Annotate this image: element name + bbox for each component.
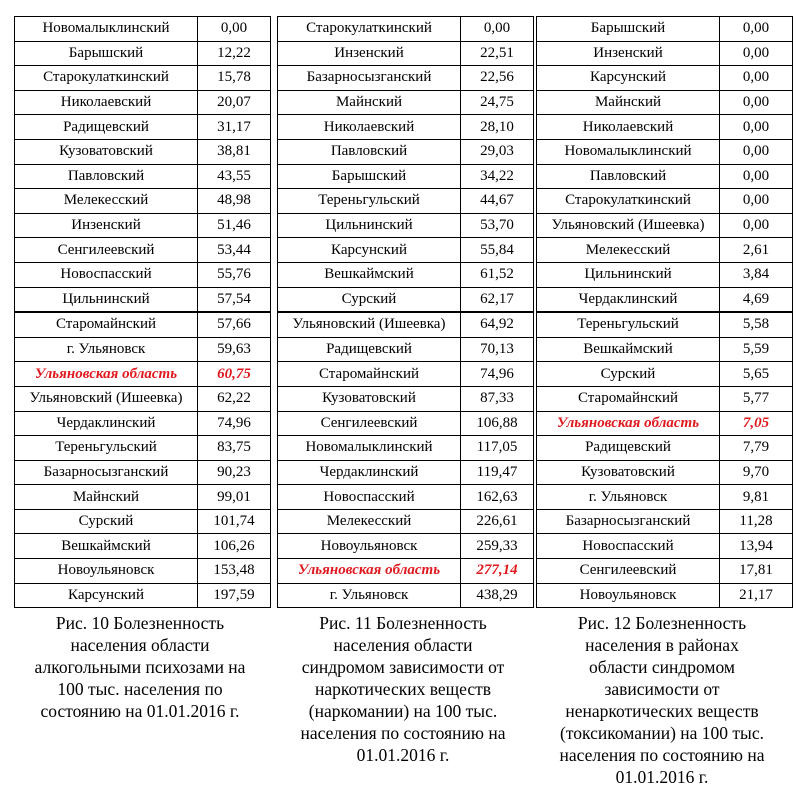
district-value: 13,94 [720, 534, 793, 559]
district-value: 5,65 [720, 362, 793, 387]
table-row [278, 17, 534, 42]
district-name: Кузоватовский [278, 386, 461, 411]
district-name: Цильнинский [278, 213, 461, 238]
district-value: 53,44 [198, 238, 271, 263]
district-value: 60,75 [198, 362, 271, 387]
district-name: Мелекесский [278, 509, 461, 534]
table-row [15, 164, 271, 189]
table-row [278, 460, 534, 485]
district-name: Ульяновский (Ишеевка) [15, 386, 198, 411]
district-value: 20,07 [198, 90, 271, 115]
figure-caption [14, 612, 266, 722]
table-row [15, 436, 271, 461]
district-value: 5,59 [720, 337, 793, 362]
table-row [278, 337, 534, 362]
caption-line: наркотических веществ [314, 679, 492, 700]
district-value: 438,29 [461, 583, 534, 608]
district-value: 117,05 [461, 436, 534, 461]
district-name: Павловский [537, 164, 720, 189]
district-value: 62,17 [461, 287, 534, 312]
district-value: 22,51 [461, 41, 534, 66]
district-name: Барышский [15, 41, 198, 66]
district-name: Старомайнский [15, 312, 198, 337]
district-value: 277,14 [461, 559, 534, 584]
district-value: 0,00 [720, 90, 793, 115]
district-value: 43,55 [198, 164, 271, 189]
table-row [278, 213, 534, 238]
district-name: Николаевский [278, 115, 461, 140]
caption-line: населения по состоянию на [300, 723, 506, 744]
figure-caption [277, 612, 529, 766]
district-name: Майнский [278, 90, 461, 115]
district-value: 59,63 [198, 337, 271, 362]
district-value: 153,48 [198, 559, 271, 584]
district-name: Новоспасский [537, 534, 720, 559]
table-row [278, 583, 534, 608]
district-value: 74,96 [198, 411, 271, 436]
district-name: Тереньгульский [278, 189, 461, 214]
district-name: Радищевский [537, 436, 720, 461]
caption-line: синдромом зависимости от [301, 657, 505, 678]
district-value: 38,81 [198, 139, 271, 164]
district-name: Павловский [278, 139, 461, 164]
district-value: 61,52 [461, 262, 534, 287]
table-row [537, 509, 793, 534]
district-name: Тереньгульский [537, 312, 720, 337]
caption-line: населения по состоянию на [559, 745, 765, 766]
table-row [15, 485, 271, 510]
table-row [15, 362, 271, 387]
table-row [537, 460, 793, 485]
district-value: 29,03 [461, 139, 534, 164]
district-value: 48,98 [198, 189, 271, 214]
district-value: 0,00 [720, 115, 793, 140]
table-row [278, 287, 534, 312]
caption-line: (наркомании) на 100 тыс. [308, 701, 498, 722]
table-row [15, 213, 271, 238]
district-name: Кузоватовский [537, 460, 720, 485]
table-row [537, 312, 793, 337]
district-value: 162,63 [461, 485, 534, 510]
district-name: Цильнинский [537, 262, 720, 287]
district-name: Николаевский [537, 115, 720, 140]
district-value: 24,75 [461, 90, 534, 115]
district-value: 12,22 [198, 41, 271, 66]
district-name: Новомалыклинский [278, 436, 461, 461]
district-value: 106,88 [461, 411, 534, 436]
district-name: Старомайнский [278, 362, 461, 387]
district-name: Вешкаймский [537, 337, 720, 362]
table-row [537, 485, 793, 510]
figure-11 [277, 16, 534, 766]
table-row [537, 534, 793, 559]
table-row [278, 262, 534, 287]
district-value: 7,79 [720, 436, 793, 461]
table-row [15, 509, 271, 534]
district-value: 4,69 [720, 287, 793, 312]
data-table [277, 16, 534, 608]
district-value: 0,00 [720, 139, 793, 164]
district-name: Старомайнский [537, 386, 720, 411]
district-value: 90,23 [198, 460, 271, 485]
district-name: Радищевский [278, 337, 461, 362]
table-row [15, 115, 271, 140]
caption-line: населения области [70, 635, 210, 656]
table-row [278, 485, 534, 510]
district-name: Новомалыклинский [15, 17, 198, 42]
district-value: 11,28 [720, 509, 793, 534]
table-row [537, 386, 793, 411]
district-value: 0,00 [720, 189, 793, 214]
district-name: Барышский [537, 17, 720, 42]
district-name: г. Ульяновск [15, 337, 198, 362]
table-row [537, 164, 793, 189]
district-name: Новоспасский [15, 262, 198, 287]
district-name: Базарносызганский [278, 66, 461, 91]
district-value: 99,01 [198, 485, 271, 510]
district-name: Старокулаткинский [537, 189, 720, 214]
table-row [537, 115, 793, 140]
district-value: 0,00 [720, 17, 793, 42]
table-row [537, 66, 793, 91]
table-row [537, 41, 793, 66]
district-name: Чердаклинский [15, 411, 198, 436]
district-name: Вешкаймский [278, 262, 461, 287]
district-name: Ульяновский (Ишеевка) [537, 213, 720, 238]
table-row [278, 362, 534, 387]
district-value: 28,10 [461, 115, 534, 140]
district-value: 64,92 [461, 312, 534, 337]
caption-line: состоянию на 01.01.2016 г. [40, 701, 240, 722]
district-value: 106,26 [198, 534, 271, 559]
table-row [278, 559, 534, 584]
district-name: Ульяновская область [15, 362, 198, 387]
table-row [15, 534, 271, 559]
district-name: Сурский [278, 287, 461, 312]
table-row [278, 164, 534, 189]
table-row [15, 17, 271, 42]
district-value: 2,61 [720, 238, 793, 263]
district-value: 0,00 [720, 41, 793, 66]
district-value: 0,00 [198, 17, 271, 42]
district-name: Цильнинский [15, 287, 198, 312]
table-row [537, 436, 793, 461]
table-row [278, 115, 534, 140]
district-value: 9,81 [720, 485, 793, 510]
district-value: 3,84 [720, 262, 793, 287]
district-value: 101,74 [198, 509, 271, 534]
district-value: 197,59 [198, 583, 271, 608]
district-value: 57,66 [198, 312, 271, 337]
table-row [537, 362, 793, 387]
district-name: Сурский [537, 362, 720, 387]
district-name: г. Ульяновск [278, 583, 461, 608]
data-table [536, 16, 793, 608]
table-row [278, 90, 534, 115]
figure-caption [536, 612, 788, 788]
caption-line: Рис. 12 Болезненность [577, 613, 747, 634]
district-name: Майнский [15, 485, 198, 510]
district-value: 7,05 [720, 411, 793, 436]
table-row [15, 287, 271, 312]
table-row [278, 238, 534, 263]
district-name: Павловский [15, 164, 198, 189]
district-name: Чердаклинский [537, 287, 720, 312]
table-row [15, 189, 271, 214]
table-row [278, 312, 534, 337]
caption-line: алкогольными психозами на [34, 657, 246, 678]
district-value: 53,70 [461, 213, 534, 238]
district-name: Инзенский [278, 41, 461, 66]
caption-line: Рис. 11 Болезненность [319, 613, 487, 634]
table-row [278, 534, 534, 559]
district-name: Новоульяновск [278, 534, 461, 559]
district-name: Тереньгульский [15, 436, 198, 461]
table-row [537, 238, 793, 263]
district-name: Майнский [537, 90, 720, 115]
table-row [15, 386, 271, 411]
district-name: Новоульяновск [537, 583, 720, 608]
table-row [278, 509, 534, 534]
table-row [15, 238, 271, 263]
district-value: 226,61 [461, 509, 534, 534]
table-row [537, 411, 793, 436]
district-value: 62,22 [198, 386, 271, 411]
district-value: 57,54 [198, 287, 271, 312]
table-row [278, 189, 534, 214]
table-row [15, 90, 271, 115]
table-row [278, 436, 534, 461]
district-name: Радищевский [15, 115, 198, 140]
table-row [537, 583, 793, 608]
district-value: 31,17 [198, 115, 271, 140]
district-value: 51,46 [198, 213, 271, 238]
district-name: Мелекесский [15, 189, 198, 214]
district-value: 74,96 [461, 362, 534, 387]
district-name: Сенгилеевский [15, 238, 198, 263]
district-value: 17,81 [720, 559, 793, 584]
district-name: Новомалыклинский [537, 139, 720, 164]
table-row [15, 411, 271, 436]
district-value: 15,78 [198, 66, 271, 91]
table-row [15, 460, 271, 485]
district-value: 83,75 [198, 436, 271, 461]
table-row [15, 66, 271, 91]
district-value: 0,00 [461, 17, 534, 42]
district-name: Николаевский [15, 90, 198, 115]
figure-12 [536, 16, 793, 788]
table-row [278, 411, 534, 436]
district-name: Базарносызганский [15, 460, 198, 485]
district-value: 87,33 [461, 386, 534, 411]
table-row [537, 262, 793, 287]
data-table [14, 16, 271, 608]
table-row [15, 262, 271, 287]
table-row [15, 312, 271, 337]
district-name: Инзенский [15, 213, 198, 238]
district-name: Карсунский [15, 583, 198, 608]
district-name: Барышский [278, 164, 461, 189]
caption-line: 01.01.2016 г. [356, 745, 450, 766]
district-name: Мелекесский [537, 238, 720, 263]
table-row [278, 386, 534, 411]
district-value: 5,77 [720, 386, 793, 411]
table-row [537, 559, 793, 584]
table-row [537, 17, 793, 42]
district-name: Карсунский [278, 238, 461, 263]
district-name: Сурский [15, 509, 198, 534]
district-value: 259,33 [461, 534, 534, 559]
table-row [15, 139, 271, 164]
table-row [278, 66, 534, 91]
table-row [537, 139, 793, 164]
caption-line: Рис. 10 Болезненность [55, 613, 225, 634]
district-name: Кузоватовский [15, 139, 198, 164]
district-name: Сенгилеевский [537, 559, 720, 584]
table-row [15, 583, 271, 608]
table-row [537, 287, 793, 312]
table-row [278, 41, 534, 66]
figure-10 [14, 16, 271, 722]
district-value: 22,56 [461, 66, 534, 91]
district-name: Карсунский [537, 66, 720, 91]
district-value: 0,00 [720, 66, 793, 91]
caption-line: зависимости от [604, 679, 720, 700]
district-name: Новоспасский [278, 485, 461, 510]
caption-line: населения в районах [585, 635, 739, 656]
district-name: Ульяновская область [278, 559, 461, 584]
district-value: 5,58 [720, 312, 793, 337]
district-name: Базарносызганский [537, 509, 720, 534]
table-row [278, 139, 534, 164]
table-row [537, 90, 793, 115]
table-row [537, 189, 793, 214]
caption-line: ненаркотических веществ [565, 701, 759, 722]
district-value: 0,00 [720, 164, 793, 189]
district-value: 0,00 [720, 213, 793, 238]
caption-line: (токсикомании) на 100 тыс. [560, 723, 764, 744]
table-row [15, 337, 271, 362]
district-name: Старокулаткинский [15, 66, 198, 91]
table-row [15, 559, 271, 584]
district-value: 55,76 [198, 262, 271, 287]
table-row [537, 337, 793, 362]
district-value: 55,84 [461, 238, 534, 263]
district-name: Ульяновский (Ишеевка) [278, 312, 461, 337]
caption-line: области синдромом [588, 657, 735, 678]
table-row [15, 41, 271, 66]
district-name: Сенгилеевский [278, 411, 461, 436]
table-row [537, 213, 793, 238]
district-name: Вешкаймский [15, 534, 198, 559]
caption-line: 100 тыс. населения по [57, 679, 223, 700]
district-value: 21,17 [720, 583, 793, 608]
district-name: Инзенский [537, 41, 720, 66]
district-value: 44,67 [461, 189, 534, 214]
caption-line: населения области [333, 635, 473, 656]
district-name: Старокулаткинский [278, 17, 461, 42]
district-value: 119,47 [461, 460, 534, 485]
district-name: Чердаклинский [278, 460, 461, 485]
district-name: Ульяновская область [537, 411, 720, 436]
district-name: г. Ульяновск [537, 485, 720, 510]
district-value: 9,70 [720, 460, 793, 485]
district-name: Новоульяновск [15, 559, 198, 584]
district-value: 34,22 [461, 164, 534, 189]
district-value: 70,13 [461, 337, 534, 362]
caption-line: 01.01.2016 г. [615, 767, 709, 788]
